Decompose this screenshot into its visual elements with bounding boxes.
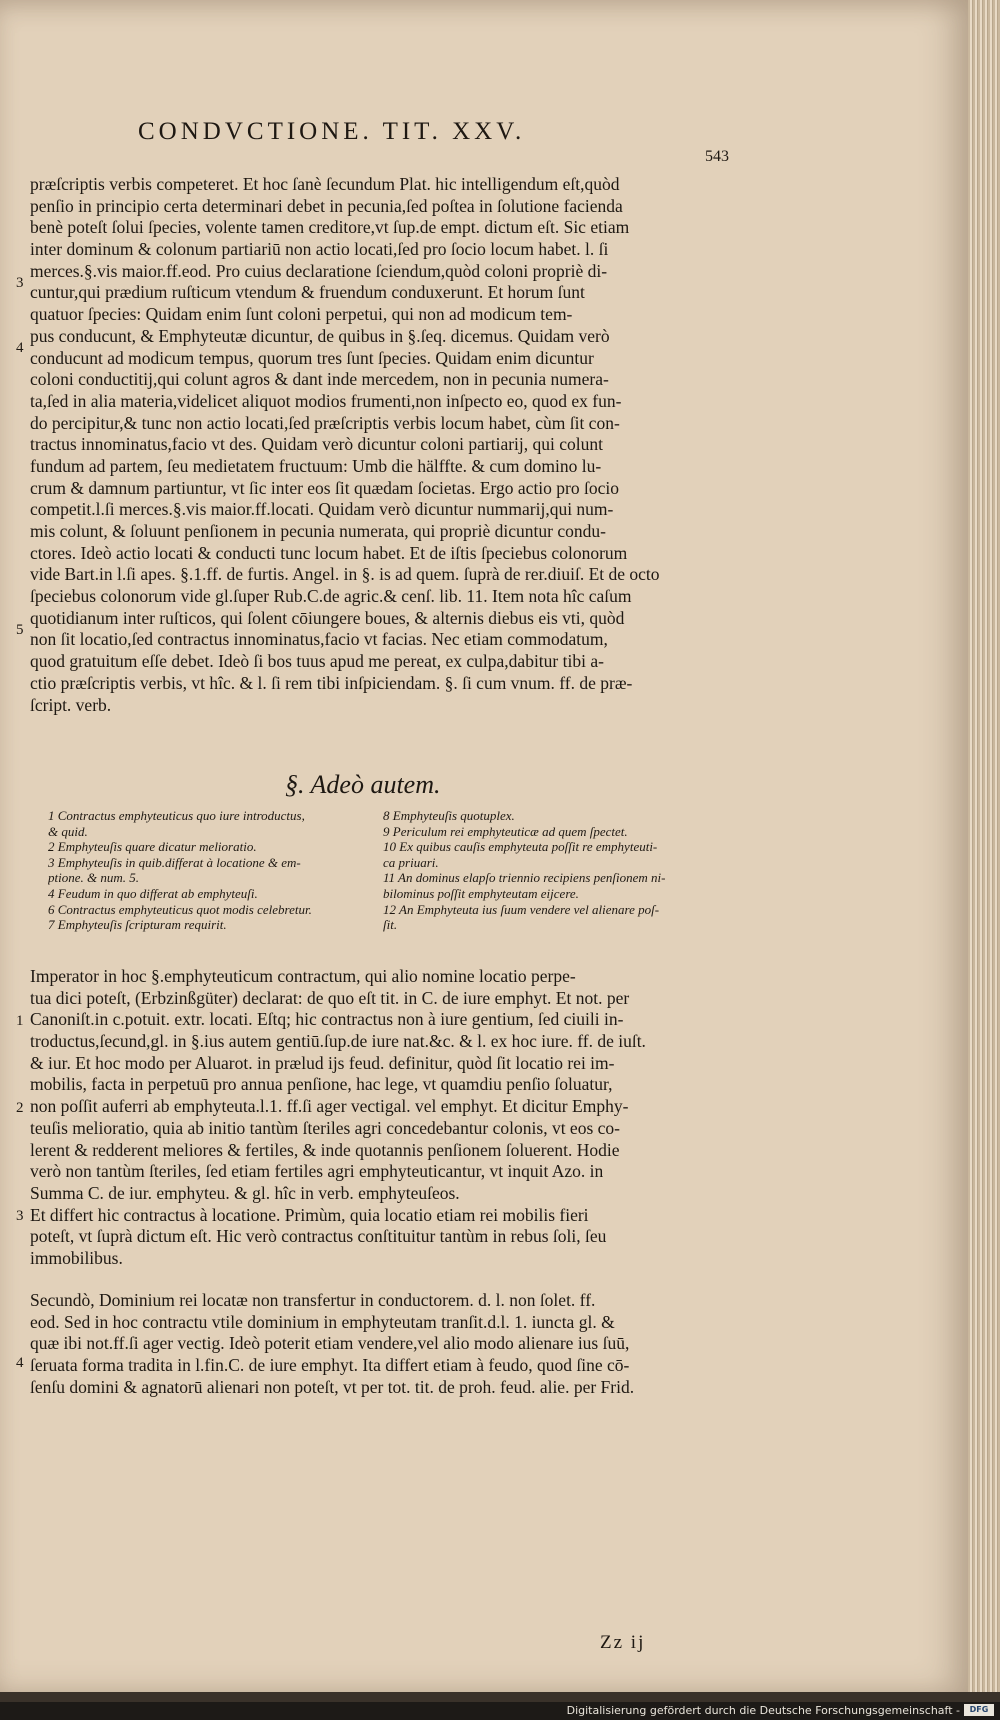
margin-number: 1 [16,1013,24,1029]
margin-number: 3 [16,275,24,291]
margin-number: 5 [16,622,24,638]
page-number: 543 [705,148,729,165]
paragraph-2 [16,966,730,1270]
paragraph-1 [16,174,730,716]
text-line: Secundò, Dominium rei locatæ non transfertur in conductorem. d. l. non ſolet. ff. [30,1290,596,1310]
summary-item: 6 Contractus emphyteuticus quot modis celebretur. [48,901,312,917]
signature-mark: Zz ij [600,1632,646,1653]
margin-number: 3 [16,1208,24,1224]
margin-number: 4 [16,1355,24,1371]
text-line: Et differt hic contractus à locatione. Primùm, quia locatio etiam rei mobilis fieri [30,1204,589,1225]
summary-item: 12 An Emphyteuta ius ſuum vendere vel alienare poſ- [383,901,660,917]
summary-item: & quid. [48,823,88,839]
text-line: verò non tantùm ſteriles, ſed etiam fertiles agri emphyteuticantur, vt inquit Azo. in [30,1161,604,1182]
summary-item: bilominus poſſit emphyteutam eijcere. [383,885,579,901]
text-line: do percipitur,& tunc non actio locati,ſed præſcriptis verbis locum habet, cùm ſit con- [30,412,620,433]
text-line: inter dominum & colonum partiariū non actio locati,ſed pro ſocio locum habet. l. ſi [30,239,609,260]
text-line: & iur. Et hoc modo per Aluarot. in prælud ijs feud. definitur, quòd ſit locatio rei im- [30,1052,615,1073]
footer-credit: Digitalisierung gefördert durch die Deutsche Forschungsgemeinschaft - [566,1704,960,1717]
paragraph-3 [16,1290,730,1398]
section-heading: §. Adeò autem. [285,770,441,799]
summary-item: 7 Emphyteuſis ſcripturam requirit. [48,917,227,933]
summary-item: ca priuari. [383,854,439,870]
text-line: quotidianum inter ruſticos, qui ſolent cōiungere boues, & alternis diebus eis vti, quòd [30,607,625,628]
page-bottom-shadow [0,1692,1000,1702]
text-line: ſeruata forma tradita in l.fin.C. de iure emphyt. Ita differt etiam à feudo, quod ſine cō- [30,1355,630,1376]
summary-item: 1 Contractus emphyteuticus quo iure introductus, [48,808,305,823]
text-line: poteſt, vt ſuprà dictum eſt. Hic verò contractus conſtituitur tantùm in rebus ſoli, ſeu [30,1226,607,1247]
text-line: penſio in principio certa determinari debet in pecunia,ſed poſtea in ſolutione facienda [30,195,623,216]
text-line: troductus,ſecund,gl. in §.ius autem gentiū.ſup.de iure nat.&c. & l. ex hoc iure. ff. de iuſt. [30,1031,646,1052]
margin-number: 4 [16,340,24,356]
text-line: non ſit locatio,ſed contractus innominatus,facio vt facias. Nec etiam commodatum, [30,629,608,650]
summary-left [48,808,378,933]
text-line: lerent & redderent meliores & fertiles, & inde quotannis penſionem ſoluerent. Hodie [30,1139,620,1160]
text-line: mis colunt, & ſoluunt penſionem in pecunia numerata, qui propriè dicuntur condu- [30,521,606,541]
text-line: fundum ad partem, ſeu medietatem fructuum: Umb die hälffte. & cum domino lu- [30,455,602,476]
summary-item: ſit. [383,917,398,933]
text-line: tua dici poteſt, (Erbzinßgüter) declarat: de quo eſt tit. in C. de iure emphyt. Et not. per [30,987,630,1008]
text-line: ſcript. verb. [30,694,112,715]
text-line: coloni conductitij,qui colunt agros & dant inde mercedem, non in pecunia numera- [30,369,609,390]
text-line: Canoniſt.in c.potuit. extr. locati. Eſtq; hic contractus non à iure gentium, ſed ciuili in- [30,1009,624,1030]
text-line: immobilibus. [30,1247,123,1268]
summary-item: 3 Emphyteuſis in quib.differat à locatione & em- [48,854,301,870]
page-edges [968,0,1000,1692]
text-line: merces.§.vis maior.ff.eod. Pro cuius declaratione ſciendum,quòd coloni propriè di- [30,260,608,281]
summary-item: 2 Emphyteuſis quare dicatur melioratio. [48,839,257,855]
text-line: mobilis, facta in perpetuū pro annua penſione, hac lege, vt quamdiu penſio ſoluatur, [30,1074,613,1095]
text-line: ctores. Ideò actio locati & conducti tunc locum habet. Et de iſtis ſpeciebus colonorum [30,542,628,563]
text-line: ſpeciebus colonorum vide gl.ſuper Rub.C.de agric.& cenſ. lib. 11. Item nota hîc caſum [30,586,632,607]
margin-number: 2 [16,1100,24,1116]
summary-item: 11 An dominus elapſo triennio recipiens penſionem ni- [383,870,666,886]
text-line: tractus innominatus,facio vt des. Quidam verò dicuntur coloni partiarij, qui colunt [30,434,603,455]
text-line: cuntur,qui prædium ruſticum vtendum & fruendum conduxerunt. Et horum ſunt [30,282,585,303]
text-line: ta,ſed in alia materia,videlicet aliquot modios frumenti,non inſpecto eo, quod ex fun- [30,390,622,411]
text-line: ſenſu domini & agnatorū alienari non poteſt, vt per tot. tit. de proh. feud. alie. per Frid. [30,1376,635,1397]
text-line: vide Bart.in l.ſi apes. §.1.ff. de furtis. Angel. in §. is ad quem. ſuprà de rer.diuiſ. Et de octo [30,564,660,585]
text-line: quod gratuitum eſſe debet. Ideò ſi bos tuus apud me pereat, ex culpa,dabitur tibi a- [30,651,604,672]
text-line: crum & damnum partiuntur, vt ſic inter eos ſit quædam ſocietas. Ergo actio pro ſocio [30,477,619,498]
summary-item: 10 Ex quibus cauſis emphyteuta poſſit re emphyteuti- [383,839,658,855]
text-line: benè poteſt ſolui ſpecies, volente tamen creditore,vt ſup.de empt. dictum eſt. Sic etiam [30,217,630,238]
running-title: CONDVCTIONE. TIT. XXV. [138,118,526,145]
summary-item: 9 Periculum rei emphyteuticæ ad quem ſpectet. [383,823,628,839]
text-line: quæ ibi not.ff.ſi ager vectig. Ideò poterit etiam vendere,vel alio modo alienare ius ſuū, [30,1333,630,1354]
text-line: Imperator in hoc §.emphyteuticum contractum, qui alio nomine locatio perpe- [30,966,576,986]
text-line: competit.l.ſi merces.§.vis maior.ff.locati. Quidam verò dicuntur nummarij,qui num- [30,499,614,520]
summary-item: 8 Emphyteuſis quotuplex. [383,808,515,823]
text-line: quatuor ſpecies: Quidam enim ſunt coloni perpetui, qui non ad modicum tem- [30,304,573,325]
text-line: conducunt ad modicum tempus, quorum tres ſunt ſpecies. Quidam enim dicuntur [30,347,594,368]
summary-item: ptione. & num. 5. [48,870,139,886]
text-line: non poſſit auferri ab emphyteuta.l.1. ff.ſi ager vectigal. vel emphyt. Et dicitur Emphy- [30,1096,629,1117]
text-line: Summa C. de iur. emphyteu. & gl. hîc in verb. emphyteuſeos. [30,1182,460,1203]
text-line: præſcriptis verbis competeret. Et hoc ſanè ſecundum Plat. hic intelligendum eſt,quòd [30,174,620,194]
text-line: eod. Sed in hoc contractu vtile dominium in emphyteutam tranſit.d.l. 1. iuncta gl. & [30,1311,615,1332]
text-line: teuſis melioratio, quia ab initio tantùm ſteriles agri concedebantur colonis, vt eos co- [30,1117,620,1138]
summary-right [383,808,728,933]
text-line: pus conducunt, & Emphyteutæ dicuntur, de quibus in §.ſeq. dicemus. Quidam verò [30,325,610,346]
dfg-logo: DFG [964,1704,994,1716]
text-line: ctio præſcriptis verbis, vt hîc. & l. ſi rem tibi inſpiciendam. §. ſi cum vnum. ff. de præ- [30,672,633,693]
summary-item: 4 Feudum in quo differat ab emphyteuſi. [48,885,258,901]
